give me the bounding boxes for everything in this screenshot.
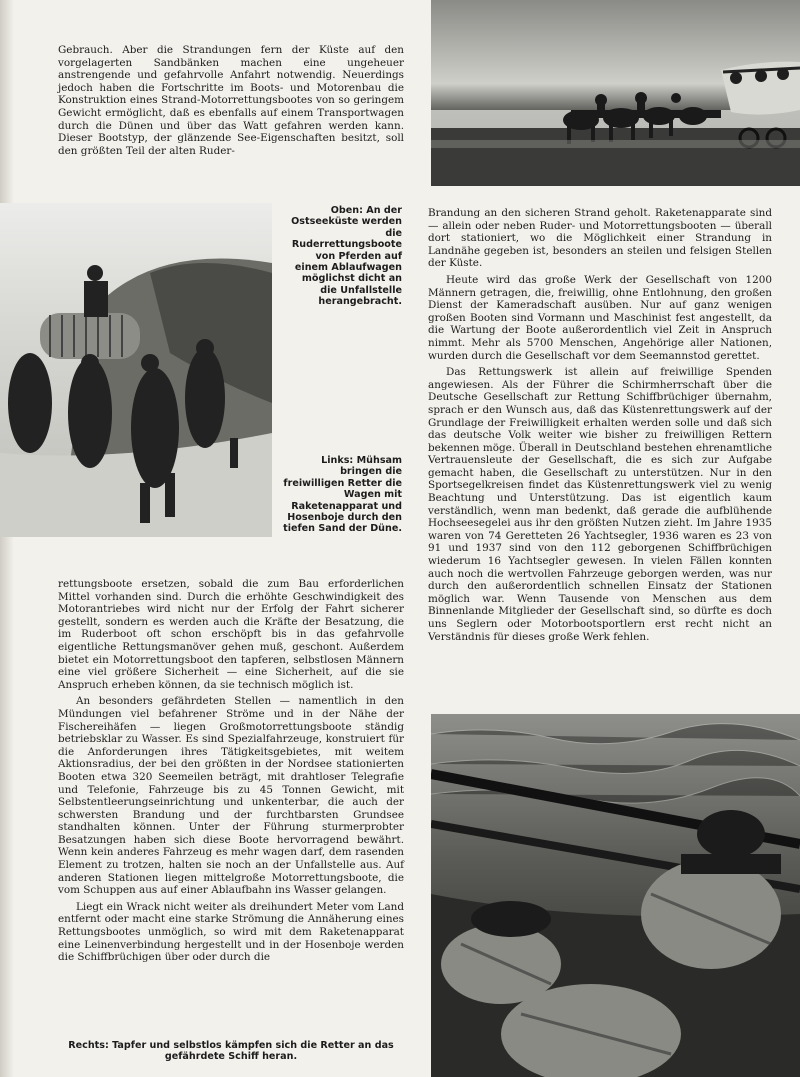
- paragraph-right-3: Das Rettungswerk ist allein auf freiwillige Spenden angewiesen. Als der Führer die Schirmherrschaft über die Deutsche Gesellschaft zur Rettung Schiffbrüchiger übernahm, sprach er den Wunsch aus, daß das Küstenrettungswerk auf der Grundlage der Freiwilligkeit erhalten werden solle und daß sich das deutsche Volk weiter wie bisher zu freiwilligen Rettern bekennen möge. Überall in Deutschland bestehen ehrenamtliche Vertrauensleute der Gesellschaft, die es sich zur Aufgabe gemacht haben, die Gesellschaft zu unterstützen. Nur in den Sportsegelkreisen findet das Küstenrettungswerk viel zu wenig Beachtung und Unterstützung. Das ist eigentlich kaum verständlich, wenn man bedenkt, daß gerade die aufblühende Hochseesegelei aus ihr den größten Nutzen zieht. Im Jahre 1935 waren von 74 Geretteten 26 Yachtsegler, 1936 waren es 23 von 91 und 1937 sind von den 112 geborgenen Schiffbrüchigen wiederum 16 Yachtsegler gewesen. In vielen Fällen konnten auch noch die wertvollen Fahrzeuge geborgen werden, was nur durch den außerordentlich schnellen Einsatz der Stationen möglich war. Wenn Tausende von Menschen aus dem Binnenlande Mitglieder der Gesellschaft sind, so dürfte es doch uns Seglern oder Motorbootsportlern erst recht nicht an Verständnis für dieses große Werk fehlen.: [428, 366, 772, 643]
- photo-cart-dunes: [0, 203, 272, 537]
- page-binding-edge: [0, 0, 14, 1077]
- text-column-right: [428, 207, 772, 643]
- paragraph-left-2: An besonders gefährdeten Stellen — namentlich in den Mündungen viel befahrener Ströme und in der Nähe der Fischereihäfen — liegen Großmotorrettungsboote ständig betriebsklar zu Wasser. Es sind Spezialfahrzeuge, konstruiert für die Anforderungen ihres Tätigkeitsgebietes, mit weitem Aktionsradius, der bei den größten in der Nordsee stationierten Booten etwa 320 Seemeilen beträgt, mit drahtloser Telegrafie und Telefonie, Fahrzeuge bis zu 45 Tonnen Gewicht, mit Selbstentleerungseinrichtung und unkenterbar, die auch der schwersten Brandung und der furchtbarsten Grundsee standhalten können. Unter der Führung sturmerprobter Besatzungen haben sich diese Boote hervorragend bewährt. Wenn kein anderes Fahrzeug es mehr wagen darf, dem rasenden Element zu trotzen, halten sie noch an der Unfallstelle aus. Auf anderen Stationen liegen mittelgroße Motorrettungsboote, die vom Schuppen aus auf einer Ablaufbahn ins Wasser gelangen.: [58, 695, 404, 897]
- paragraph-right-1: Brandung an den sicheren Strand geholt. Raketenapparate sind — allein oder neben Ruder- und Motorrettungsbooten — überall dort stationiert, wo die Möglichkeit einer Strandung in Landnähe gegeben ist, besonders an steilen und felsigen Stellen der Küste.: [428, 207, 772, 270]
- caption-links: Links: Mühsam bringen die freiwilligen Retter die Wagen mit Raketenapparat und Hosenboje durch den tiefen Sand der Düne.: [283, 455, 402, 535]
- caption-oben: Oben: An der Ostseeküste werden die Ruderrettungsboote von Pferden auf einem Ablaufwagen möglichst dicht an die Unfallstelle herangebracht.: [291, 205, 402, 308]
- photo-horses-lifeboat: [431, 0, 800, 186]
- text-column-left: [58, 578, 404, 964]
- paragraph-right-2: Heute wird das große Werk der Gesellschaft von 1200 Männern getragen, die, freiwillig, ohne Entlohnung, den großen Dienst der Kameradschaft ausüben. Nur auf ganz wenigen großen Booten sind Vormann und Maschinist fest angestellt, da die Wartung der Boote außerordentlich viel Zeit in Anspruch nimmt. Mehr als 5700 Menschen, Angehörige aller Nationen, wurden durch die Gesellschaft vor dem Seemannstod gerettet.: [428, 273, 772, 362]
- caption-rechts: Rechts: Tapfer und selbstlos kämpfen sich die Retter an das gefährdete Schiff heran.: [68, 1040, 394, 1063]
- paragraph-left-3: Liegt ein Wrack nicht weiter als dreihundert Meter vom Land entfernt oder macht eine starke Strömung die Annäherung eines Rettungsbootes unmöglich, so wird mit dem Raketenapparat eine Leinenverbindung hergestellt und in der Hosenboje werden die Schiffbrüchigen über oder durch die: [58, 900, 404, 964]
- paragraph-left-1: rettungsboote ersetzen, sobald die zum Bau erforderlichen Mittel vorhanden sind. Durch die erhöhte Geschwindigkeit des Motorantriebes wird nicht nur der Erfolg der Fahrt sicherer gestellt, sondern es werden auch die Kräfte der Besatzung, die im Ruderboot oft schon erschöpft bis in das gefahrvolle eigentliche Rettungsmanöver gehen muß, geschont. Außerdem bietet ein Motorrettungsboot den tapferen, selbstlosen Männern eine viel größere Sicherheit — eine Sicherheit, auf die sie Anspruch erheben können, da sie technisch möglich ist.: [58, 578, 404, 691]
- paragraph-top: Gebrauch. Aber die Strandungen fern der Küste auf den vorgelagerten Sandbänken machen eine ungeheuer anstrengende und gefahrvolle Anfahrt notwendig. Neuerdings jedoch haben die Fortschritte im Boots- und Motorenbau die Konstruktion eines Strand-Motorrettungsbootes von so geringem Gewicht ermöglicht, daß es ebenfalls auf einem Transportwagen durch die Dünen und über das Watt gefahren werden kann. Dieser Bootstyp, der glänzende See-Eigenschaften besitzt, soll den größten Teil der alten Ruder-: [58, 44, 404, 157]
- photo-rowers: [431, 714, 800, 1077]
- text-column-top: [58, 44, 404, 157]
